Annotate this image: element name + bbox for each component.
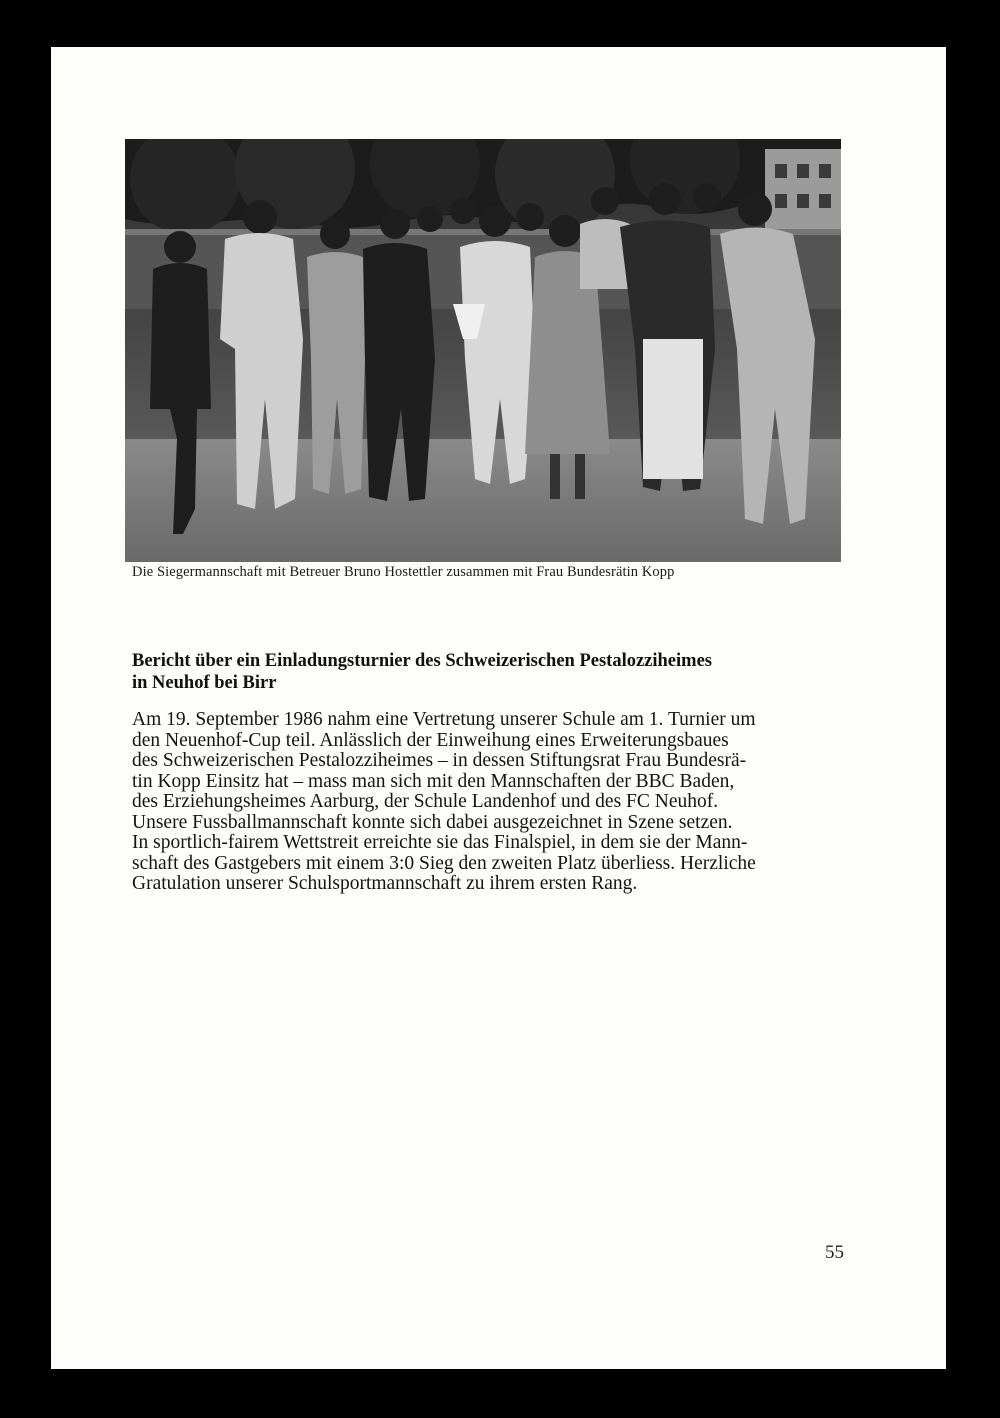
- document-page: [51, 47, 946, 1369]
- body-line: schaft des Gastgebers mit einem 3:0 Sieg den zweiten Platz überliess. Herzliche: [132, 852, 756, 874]
- body-line: Am 19. September 1986 nahm eine Vertretung unserer Schule am 1. Turnier um: [132, 709, 756, 730]
- team-photo: [125, 139, 841, 562]
- body-line: Gratulation unserer Schulsportmannschaft zu ihrem ersten Rang.: [132, 873, 638, 894]
- body-line: In sportlich-fairem Wettstreit erreichte sie das Finalspiel, in dem sie der Mann-: [132, 832, 748, 853]
- page-number: 55: [825, 1242, 844, 1263]
- body-line: den Neuenhof-Cup teil. Anlässlich der Einweihung eines Erweiterungsbaues: [132, 729, 729, 751]
- photo-caption: Die Siegermannschaft mit Betreuer Bruno Hostettler zusammen mit Frau Bundesrätin Kopp: [132, 564, 675, 580]
- body-line: des Schweizerischen Pestalozziheimes – in dessen Stiftungsrat Frau Bundesrä-: [132, 750, 747, 771]
- article-body: [132, 710, 852, 895]
- body-line: tin Kopp Einsitz hat – mass man sich mit den Mannschaften der BBC Baden,: [132, 770, 735, 792]
- team-photo-illustration: [125, 139, 841, 562]
- body-line: des Erziehungsheimes Aarburg, der Schule Landenhof und des FC Neuhof.: [132, 791, 719, 812]
- heading-line: in Neuhof bei Birr: [132, 673, 277, 693]
- body-line: Unsere Fussballmannschaft konnte sich dabei ausgezeichnet in Szene setzen.: [132, 811, 733, 833]
- article-heading: [132, 650, 832, 694]
- heading-line: Bericht über ein Einladungsturnier des Schweizerischen Pestalozziheimes: [132, 651, 712, 671]
